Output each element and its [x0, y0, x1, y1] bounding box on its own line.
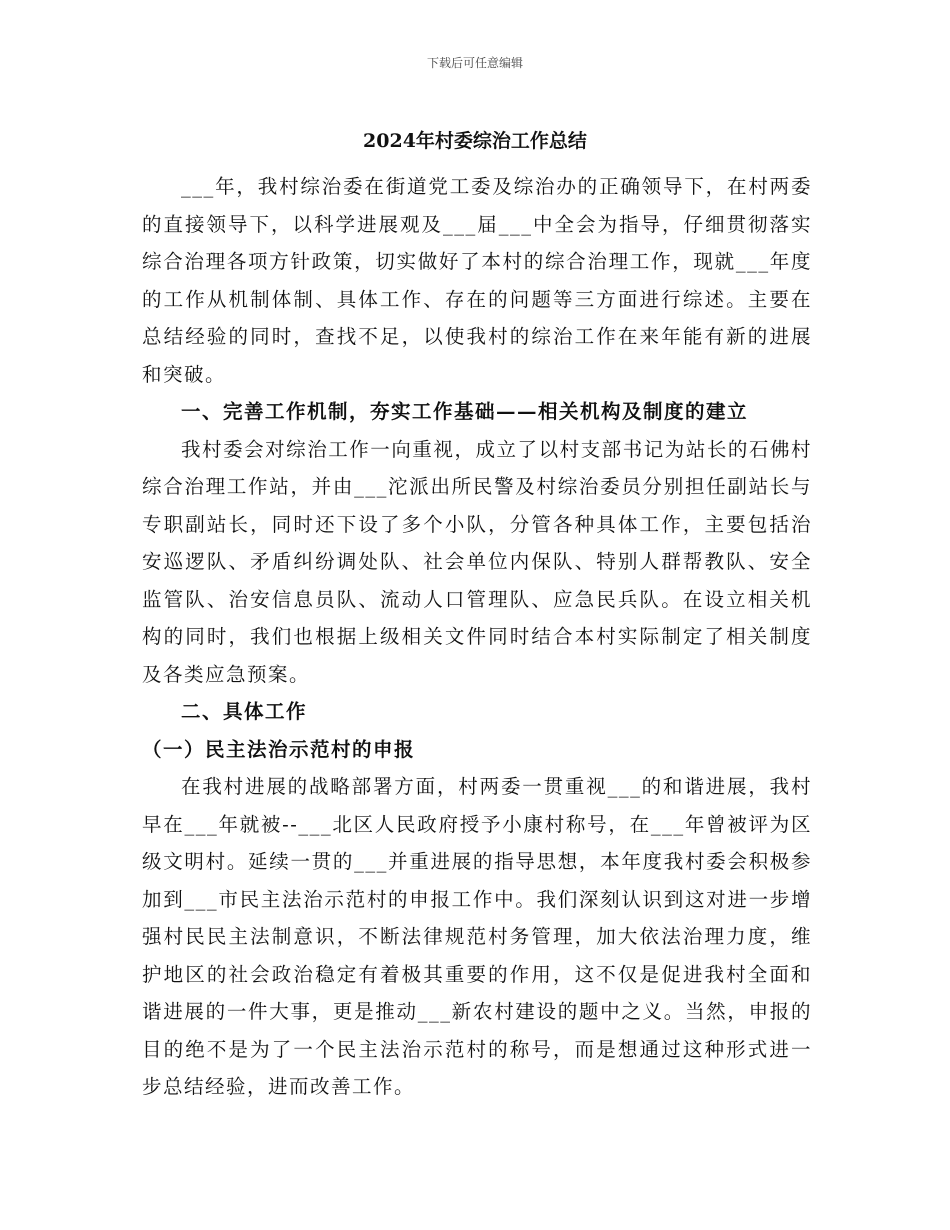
- section-1-paragraph: 我村委会对综治工作一向重视，成立了以村支部书记为站长的石佛村综合治理工作站，并由___沱派出所民警及村综治委员分别担任副站长与专职副站长，同时还下设了多个小队，分管各种具体工作，主要包括治安巡逻队、矛盾纠纷调处队、社会单位内保队、特别人群帮教队、安全监管队、治安信息员队、流动人口管理队、应急民兵队。在设立相关机构的同时，我们也根据上级相关文件同时结合本村实际制定了相关制度及各类应急预案。: [142, 437, 812, 686]
- section-heading-1: 一、完善工作机制，夯实工作基础——相关机构及制度的建立: [181, 400, 749, 423]
- section-heading-2: 二、具体工作: [181, 700, 308, 723]
- subsection-1-paragraph: 在我村进展的战略部署方面，村两委一贯重视___的和谐进展，我村早在___年就被--___北区人民政府授予小康村称号，在___年曾被评为区级文明村。延续一贯的___并重进展的指导思想，本年度我村委会积极参加到___市民主法治示范村的申报工作中。我们深刻认识到这对进一步增强村民民主法制意识，不断法律规范村务管理，加大依法治理力度，维护地区的社会政治稳定有着极其重要的作用，这不仅是促进我村全面和谐进展的一件大事，更是推动___新农村建设的题中之义。当然，申报的目的绝不是为了一个民主法治示范村的称号，而是想通过这种形式进一步总结经验，进而改善工作。: [142, 775, 812, 1098]
- header-note: 下载后可任意编辑: [426, 56, 523, 70]
- document-body: [142, 168, 812, 1106]
- intro-paragraph: ___年，我村综治委在街道党工委及综治办的正确领导下，在村两委的直接领导下，以科学进展观及___届___中全会为指导，仔细贯彻落实综合治理各项方针政策，切实做好了本村的综合治理工作，现就___年度的工作从机制体制、具体工作、存在的问题等三方面进行综述。主要在总结经验的同时，查找不足，以使我村的综治工作在来年能有新的进展和突破。: [142, 175, 812, 386]
- subsection-heading-1: （一）民主法治示范村的申报: [142, 737, 416, 761]
- document-title: 2024年村委综治工作总结: [363, 130, 587, 152]
